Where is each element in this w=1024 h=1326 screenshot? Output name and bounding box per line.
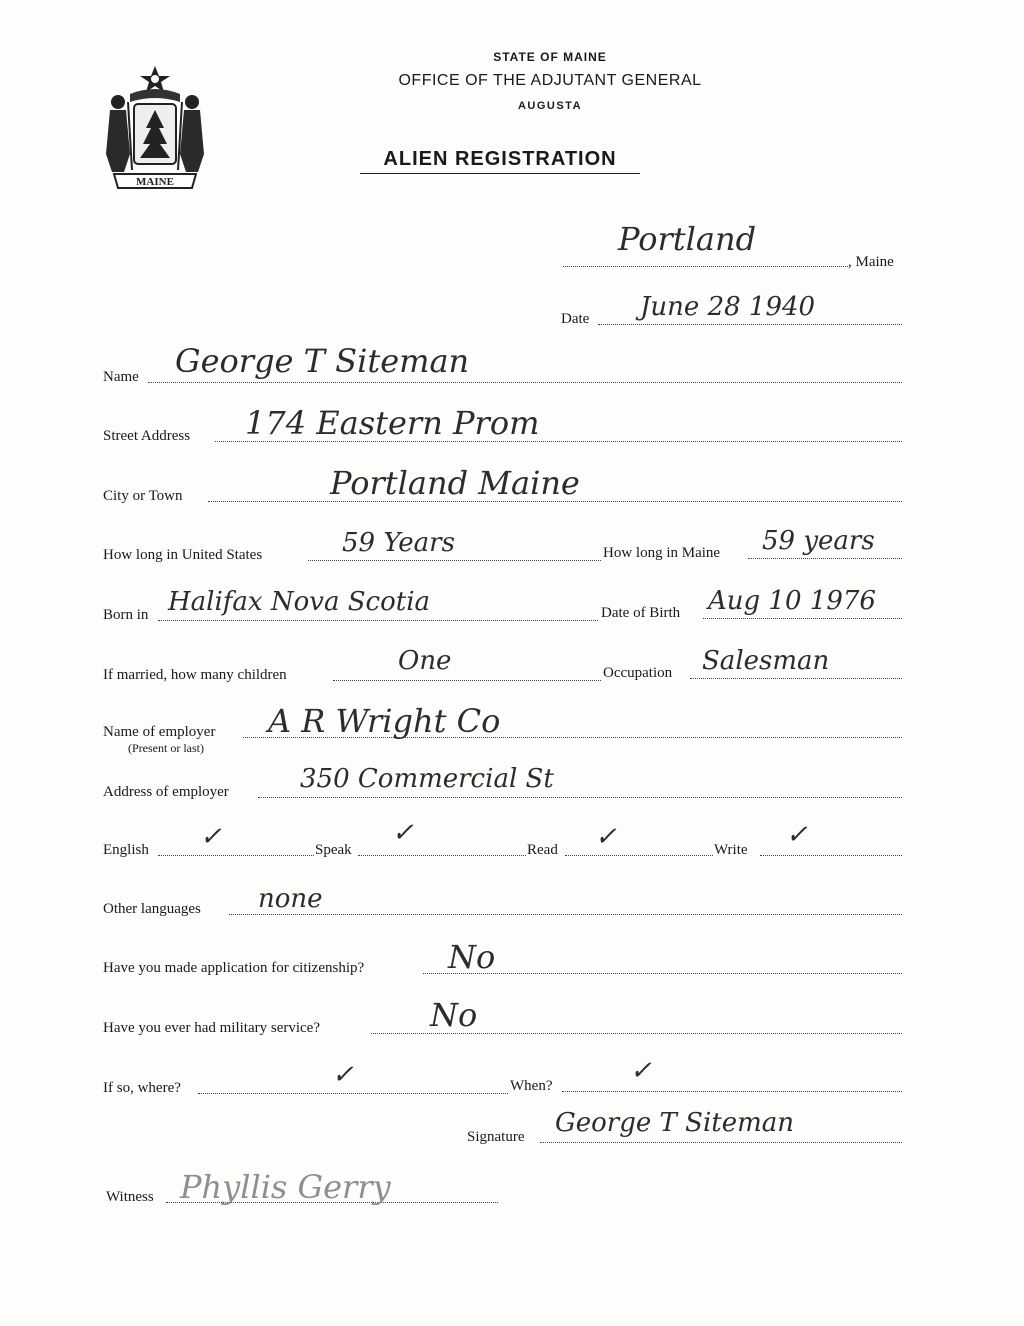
where-label: If so, where? [103,1080,181,1096]
write-line [760,855,902,856]
employer-address-line [258,797,902,798]
form-title: ALIEN REGISTRATION [360,148,640,174]
write-label: Write [714,842,748,858]
children-line [333,680,601,681]
street-value[interactable]: 174 Eastern Prom [245,404,540,442]
military-value[interactable]: No [430,996,478,1034]
how-long-us-value[interactable]: 59 Years [342,528,455,558]
other-languages-value[interactable]: none [258,884,323,914]
occupation-line [690,678,902,679]
military-label: Have you ever had military service? [103,1020,320,1036]
place-value[interactable]: Portland [618,220,757,258]
name-value[interactable]: George T Siteman [175,342,470,380]
english-line [158,855,314,856]
place-line [563,266,848,267]
employer-address-label: Address of employer [103,784,229,800]
born-in-label: Born in [103,607,149,623]
seal-text: MAINE [136,176,174,188]
read-line [565,855,713,856]
citizenship-value[interactable]: No [448,938,496,976]
employer-name-sublabel: (Present or last) [128,741,204,755]
born-in-value[interactable]: Halifax Nova Scotia [168,587,431,617]
signature-value[interactable]: George T Siteman [555,1108,795,1138]
how-long-us-line [308,560,601,561]
write-value[interactable]: ✓ [786,820,808,850]
occupation-label: Occupation [603,665,673,681]
name-line [148,382,902,383]
header-office: OFFICE OF THE ADJUTANT GENERAL [398,72,702,89]
city-value[interactable]: Portland Maine [330,464,580,502]
witness-label: Witness [106,1189,154,1205]
header-state: STATE OF MAINE [493,50,607,64]
city-label: City or Town [103,488,183,504]
maine-seal-icon [100,62,210,192]
how-long-maine-label: How long in Maine [603,545,721,561]
speak-label: Speak [315,842,352,858]
employer-name-value[interactable]: A R Wright Co [268,702,501,740]
header-city: AUGUSTA [517,100,583,112]
how-long-us-label: How long in United States [103,547,263,563]
read-value[interactable]: ✓ [595,822,617,852]
employer-address-value[interactable]: 350 Commercial St [300,764,554,794]
when-label: When? [510,1078,553,1094]
how-long-maine-line [748,558,902,559]
date-value[interactable]: June 28 1940 [640,292,816,322]
signature-line [540,1142,902,1143]
date-label: Date [561,311,590,327]
children-value[interactable]: One [398,646,452,676]
date-of-birth-label: Date of Birth [601,605,681,621]
where-line [198,1093,508,1094]
english-label: English [103,842,149,858]
citizenship-label: Have you made application for citizenship? [103,960,365,976]
date-line [598,324,902,325]
date-of-birth-line [703,618,902,619]
place-suffix: , Maine [848,254,894,270]
other-languages-label: Other languages [103,901,201,917]
other-languages-line [229,914,902,915]
speak-value[interactable]: ✓ [392,818,414,848]
children-label: If married, how many children [103,667,287,683]
occupation-value[interactable]: Salesman [702,646,830,676]
signature-label: Signature [467,1129,525,1145]
name-label: Name [103,369,139,385]
street-label: Street Address [103,428,191,444]
speak-line [358,855,526,856]
read-label: Read [527,842,558,858]
date-of-birth-value[interactable]: Aug 10 1976 [708,586,876,616]
born-in-line [158,620,598,621]
employer-name-label: Name of employer [103,724,216,740]
when-value[interactable]: ✓ [630,1056,652,1086]
where-value[interactable]: ✓ [332,1060,354,1090]
english-value[interactable]: ✓ [200,822,222,852]
witness-value[interactable]: Phyllis Gerry [180,1168,391,1206]
how-long-maine-value[interactable]: 59 years [762,526,875,556]
when-line [562,1091,902,1092]
